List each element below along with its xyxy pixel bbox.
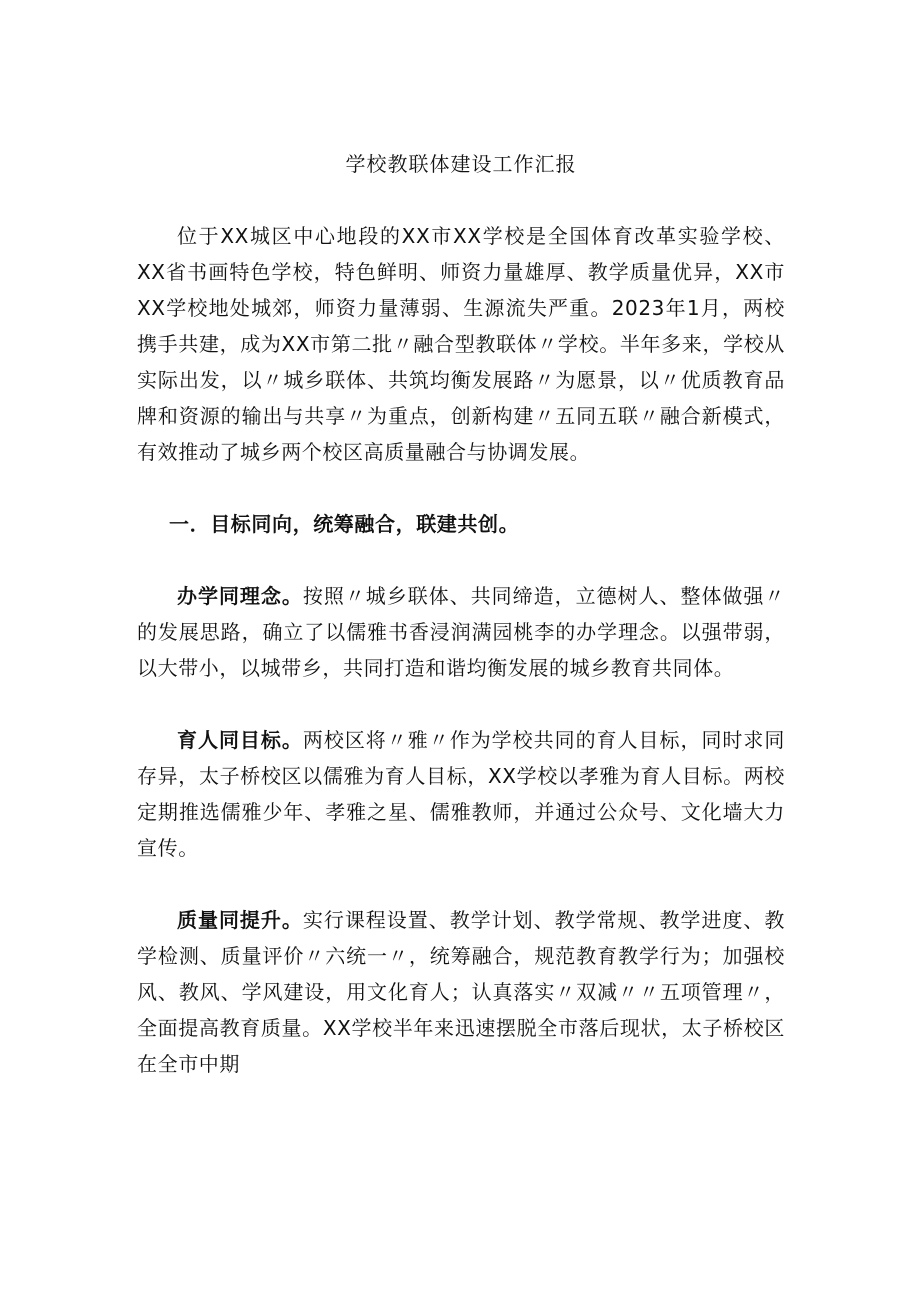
document-title: 学校教联体建设工作汇报 <box>345 152 577 176</box>
paragraph-lead: 育人同目标。 <box>177 728 303 752</box>
paragraph-lead: 办学同理念。 <box>177 584 303 608</box>
paragraph-body: 两校区将〃雅〃作为学校共同的育人目标，同时求同存异，太子桥校区以儒雅为育人目标，XX学校以孝雅为育人目标。两校定期推选儒雅少年、孝雅之星、儒雅教师，并通过公众号、文化墙大力宣传。 <box>137 728 785 860</box>
paragraph-goal <box>137 722 785 866</box>
paragraph-quality <box>137 902 785 1082</box>
document-page <box>137 148 785 1082</box>
paragraph-lead: 质量同提升。 <box>177 908 303 932</box>
section-heading: 一．目标同向，统筹融合，联建共创。 <box>169 512 520 536</box>
paragraph-body: 按照〃城乡联体、共同缔造，立德树人、整体做强〃的发展思路，确立了以儒雅书香浸润满园桃李的办学理念。以强带弱，以大带小，以城带乡，共同打造和谐均衡发展的城乡教育共同体。 <box>137 584 785 680</box>
paragraph-philosophy <box>137 578 785 686</box>
intro-paragraph: 位于XX城区中心地段的XX市XX学校是全国体育改革实验学校、XX省书画特色学校，特色鲜明、师资力量雄厚、教学质量优异，XX市XX学校地处城郊，师资力量薄弱、生源流失严重。2023年1月，两校携手共建，成为XX市第二批〃融合型教联体〃学校。半年多来，学校从实际出发，以〃城乡联体、共筑均衡发展路〃为愿景，以〃优质教育品牌和资源的输出与共享〃为重点，创新构建〃五同五联〃融合新模式，有效推动了城乡两个校区高质量融合与协调发展。 <box>137 224 785 464</box>
paragraph-body: 实行课程设置、教学计划、教学常规、教学进度、教学检测、质量评价〃六统一〃，统筹融合，规范教育教学行为；加强校风、教风、学风建设，用文化育人；认真落实〃双减〃〃五项管理〃，全面提高教育质量。XX学校半年来迅速摆脱全市落后现状，太子桥校区在全市中期 <box>137 908 785 1076</box>
